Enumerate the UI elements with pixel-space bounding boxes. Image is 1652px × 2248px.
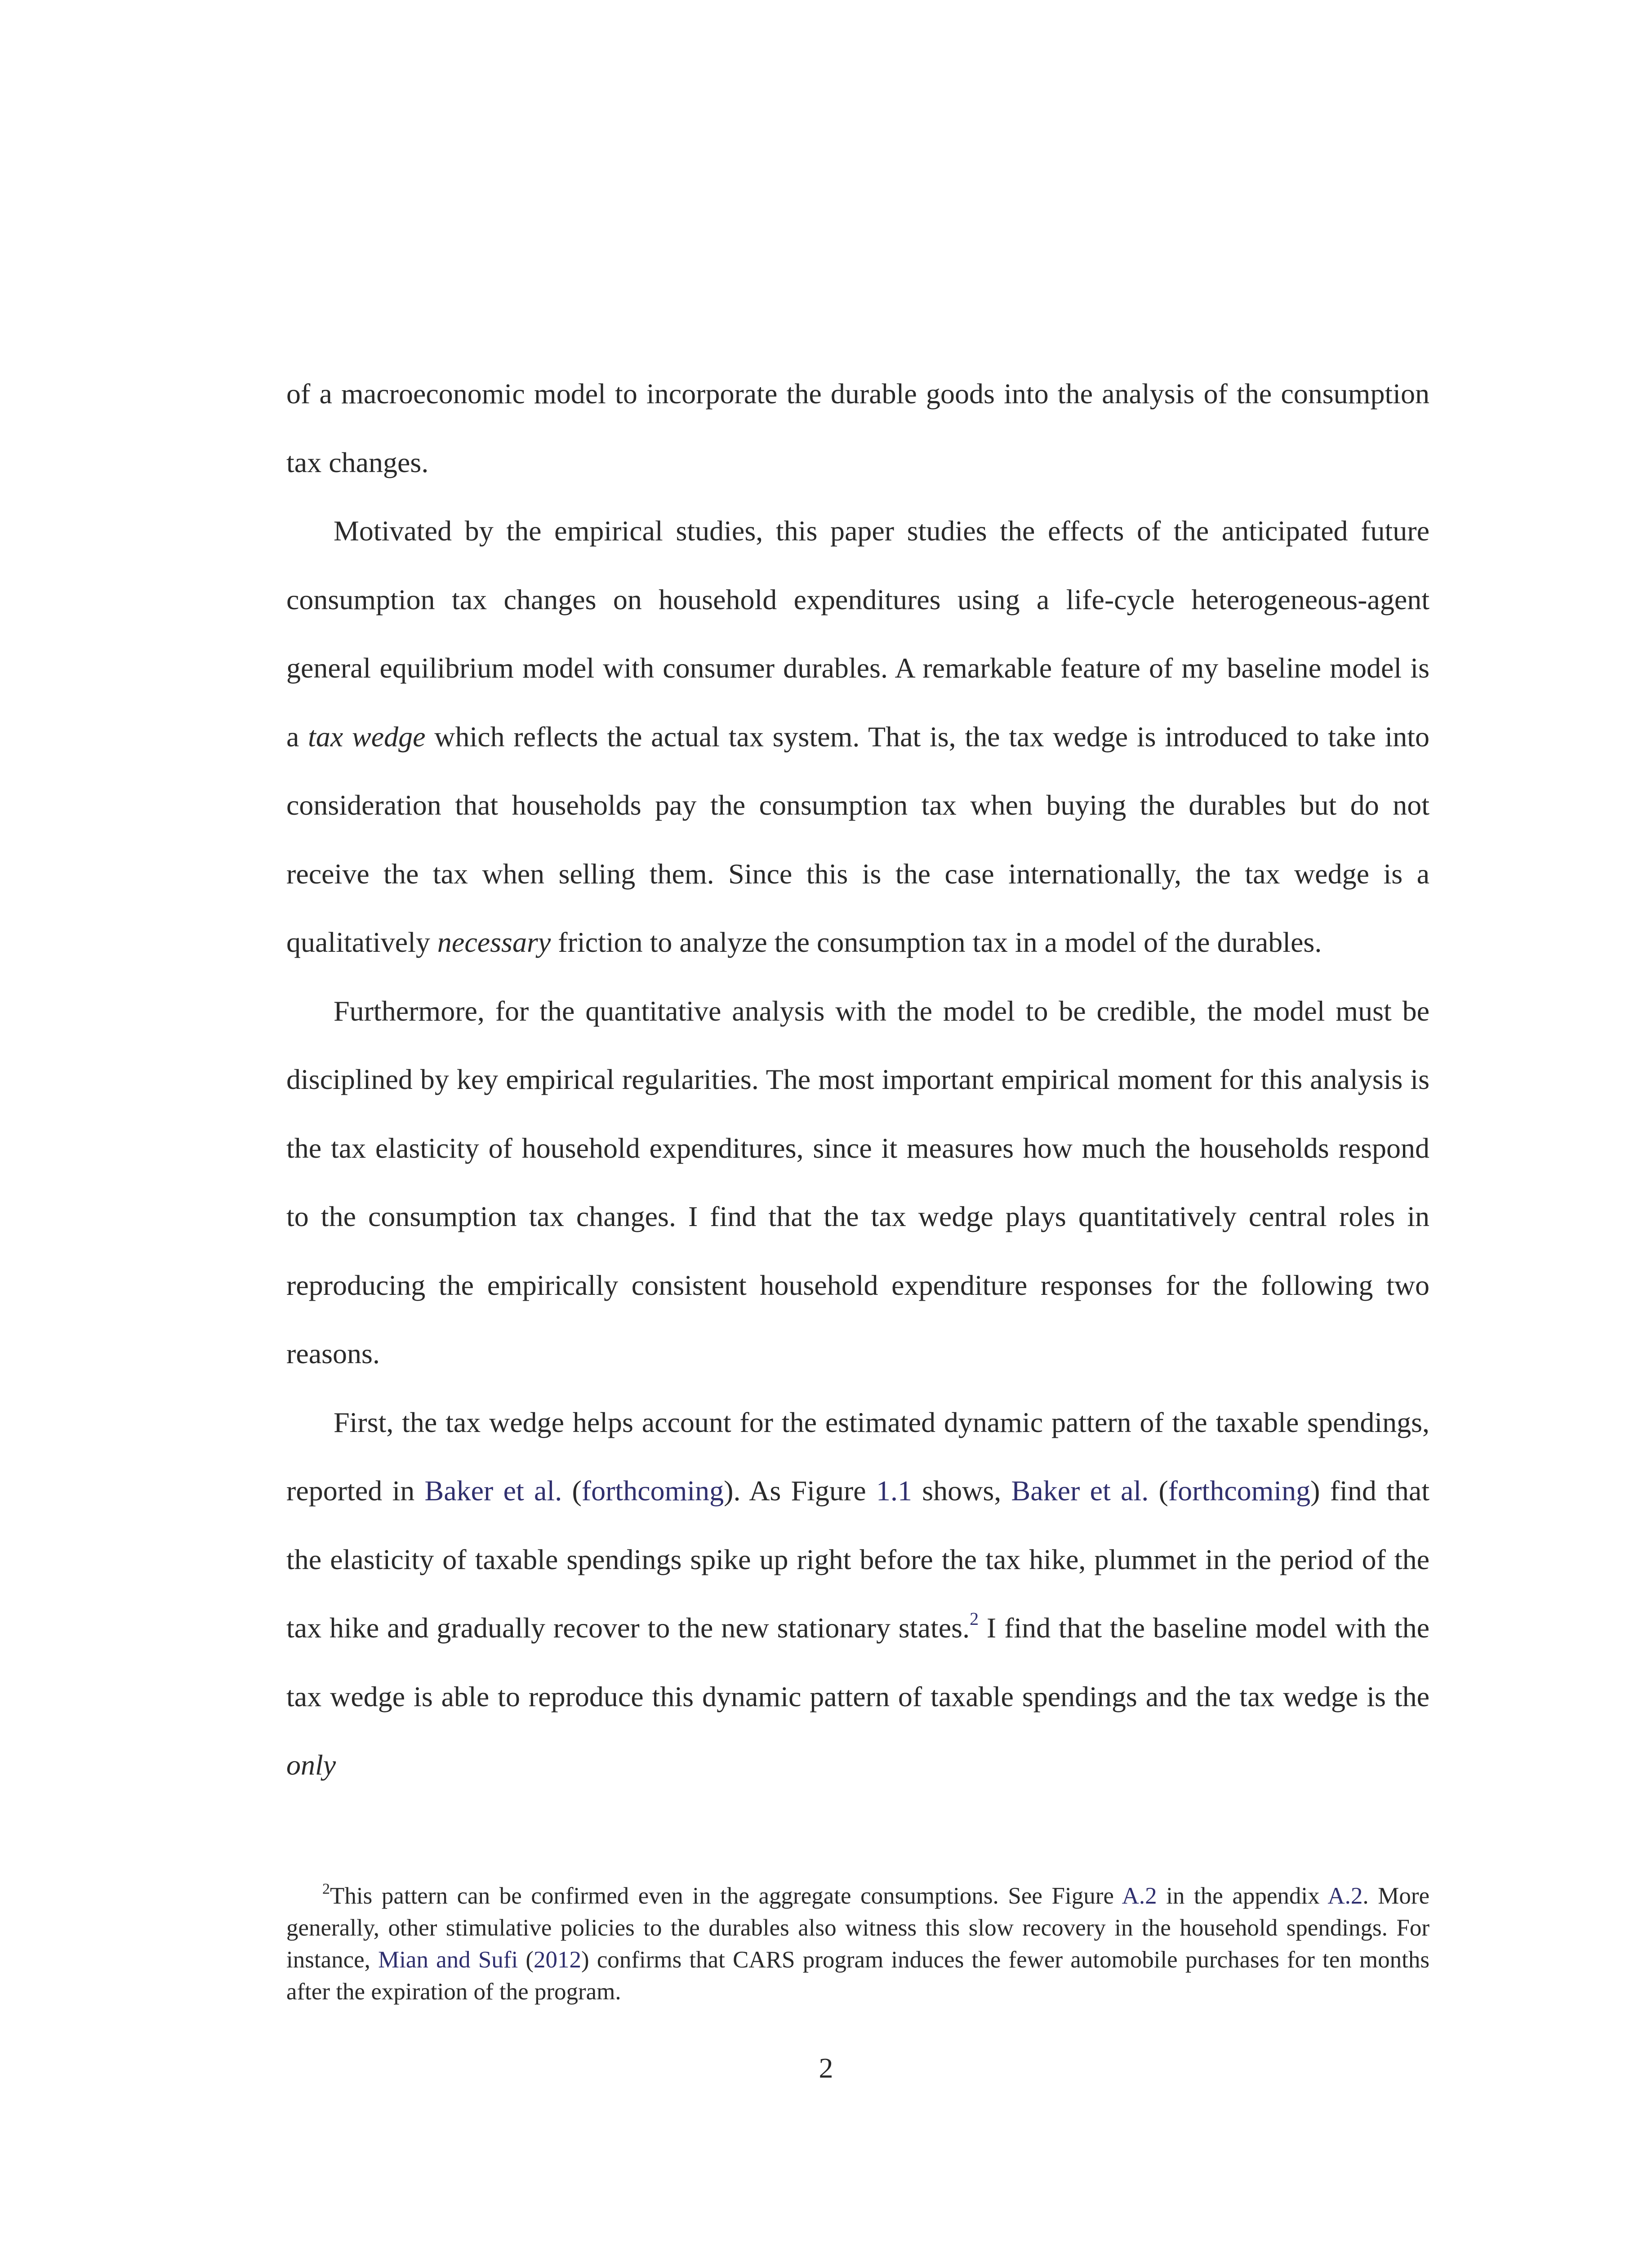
citation-link-mian-sufi[interactable]: Mian and Sufi [378, 1947, 518, 1973]
paragraph-4 [286, 1388, 1429, 1800]
footnote-text-b: in the appendix [1157, 1883, 1328, 1909]
footnote-text-a: This pattern can be confirmed even in the aggregate consumptions. See Figure [330, 1883, 1122, 1909]
citation-link-year[interactable]: 2012 [534, 1947, 582, 1973]
paragraph-4-text-c: shows, [912, 1475, 1011, 1507]
emphasis-tax-wedge: tax wedge [308, 720, 426, 753]
paragraph-2 [286, 497, 1429, 977]
paragraph-2-text-b: which reflects the actual tax system. That is, the tax wedge is introduced to take into consideration that households pay the consumption tax when buying the durables but do not receive the tax when selling them. Since this is the case internationally, the tax wedge is a qualitatively [286, 720, 1430, 958]
footnote-2 [286, 1880, 1429, 2008]
citation-link-year[interactable]: forthcoming [1168, 1475, 1311, 1507]
appendix-reference-link[interactable]: A.2 [1327, 1883, 1363, 1909]
citation-link-year[interactable]: forthcoming [581, 1475, 724, 1507]
paragraph-3-text: Furthermore, for the quantitative analysis with the model to be credible, the model must be disciplined by key empirical regularities. The most important empirical moment for this analysis is the tax elasticity of household expenditures, since it measures how much the households respond to the consumption tax changes. I find that the tax wedge plays quantitatively central roles in reproducing the empirically consistent household expenditure responses for the following two reasons. [286, 995, 1429, 1369]
footnote-mark: 2 [322, 1881, 330, 1897]
footnote-text-c: . More generally, other stimulative policies to the durables also witness this slow recovery in the household spendings. For instance, [286, 1883, 1429, 1973]
paragraph-1 [286, 360, 1429, 497]
paragraph-4-text-a: First, the tax wedge helps account for the estimated dynamic pattern of the taxable spendings, reported in [286, 1406, 1429, 1507]
citation-link-baker[interactable]: Baker et al. [424, 1475, 562, 1507]
paragraph-4-text-b: . As Figure [733, 1475, 876, 1507]
citation-paren-open: ( [562, 1475, 582, 1507]
paragraph-2-text-c: friction to analyze the consumption tax in a model of the durables. [551, 926, 1322, 958]
emphasis-only: only [286, 1749, 336, 1781]
paragraph-3 [286, 977, 1429, 1388]
figure-reference-link[interactable]: A.2 [1122, 1883, 1157, 1909]
paragraph-1-text: of a macroeconomic model to incorporate the durable goods into the analysis of the consumption tax changes. [286, 378, 1429, 478]
page-number: 2 [819, 2052, 833, 2084]
figure-reference-link[interactable]: 1.1 [876, 1475, 912, 1507]
paragraph-2-text-a: Motivated by the empirical studies, this paper studies the effects of the anticipated future consumption tax changes on household expenditures using a life-cycle heterogeneous-agent general equilibrium model with consumer durables. A remarkable feature of my baseline model is a [286, 515, 1429, 753]
body-text [286, 360, 1429, 1800]
citation-paren-close: ) [581, 1947, 589, 1973]
footnote-text-d: confirms that CARS program induces the fewer automobile purchases for ten months after the expiration of the program. [286, 1947, 1429, 2005]
paragraph-4-text-e: I find that the baseline model with the tax wedge is able to reproduce this dynamic pattern of taxable spendings and the tax wedge is the [286, 1612, 1429, 1713]
citation-link-baker[interactable]: Baker et al. [1011, 1475, 1149, 1507]
footnote-marker-link[interactable]: 2 [970, 1609, 979, 1629]
citation-paren-close: ) [724, 1475, 734, 1507]
emphasis-necessary: necessary [437, 926, 551, 958]
citation-paren-open: ( [1149, 1475, 1168, 1507]
citation-paren-close: ) [1310, 1475, 1320, 1507]
citation-paren-open: ( [518, 1947, 534, 1973]
paragraph-4-text-d: find that the elasticity of taxable spendings spike up right before the tax hike, plummet in the period of the tax hike and gradually recover to the new stationary states. [286, 1475, 1430, 1644]
